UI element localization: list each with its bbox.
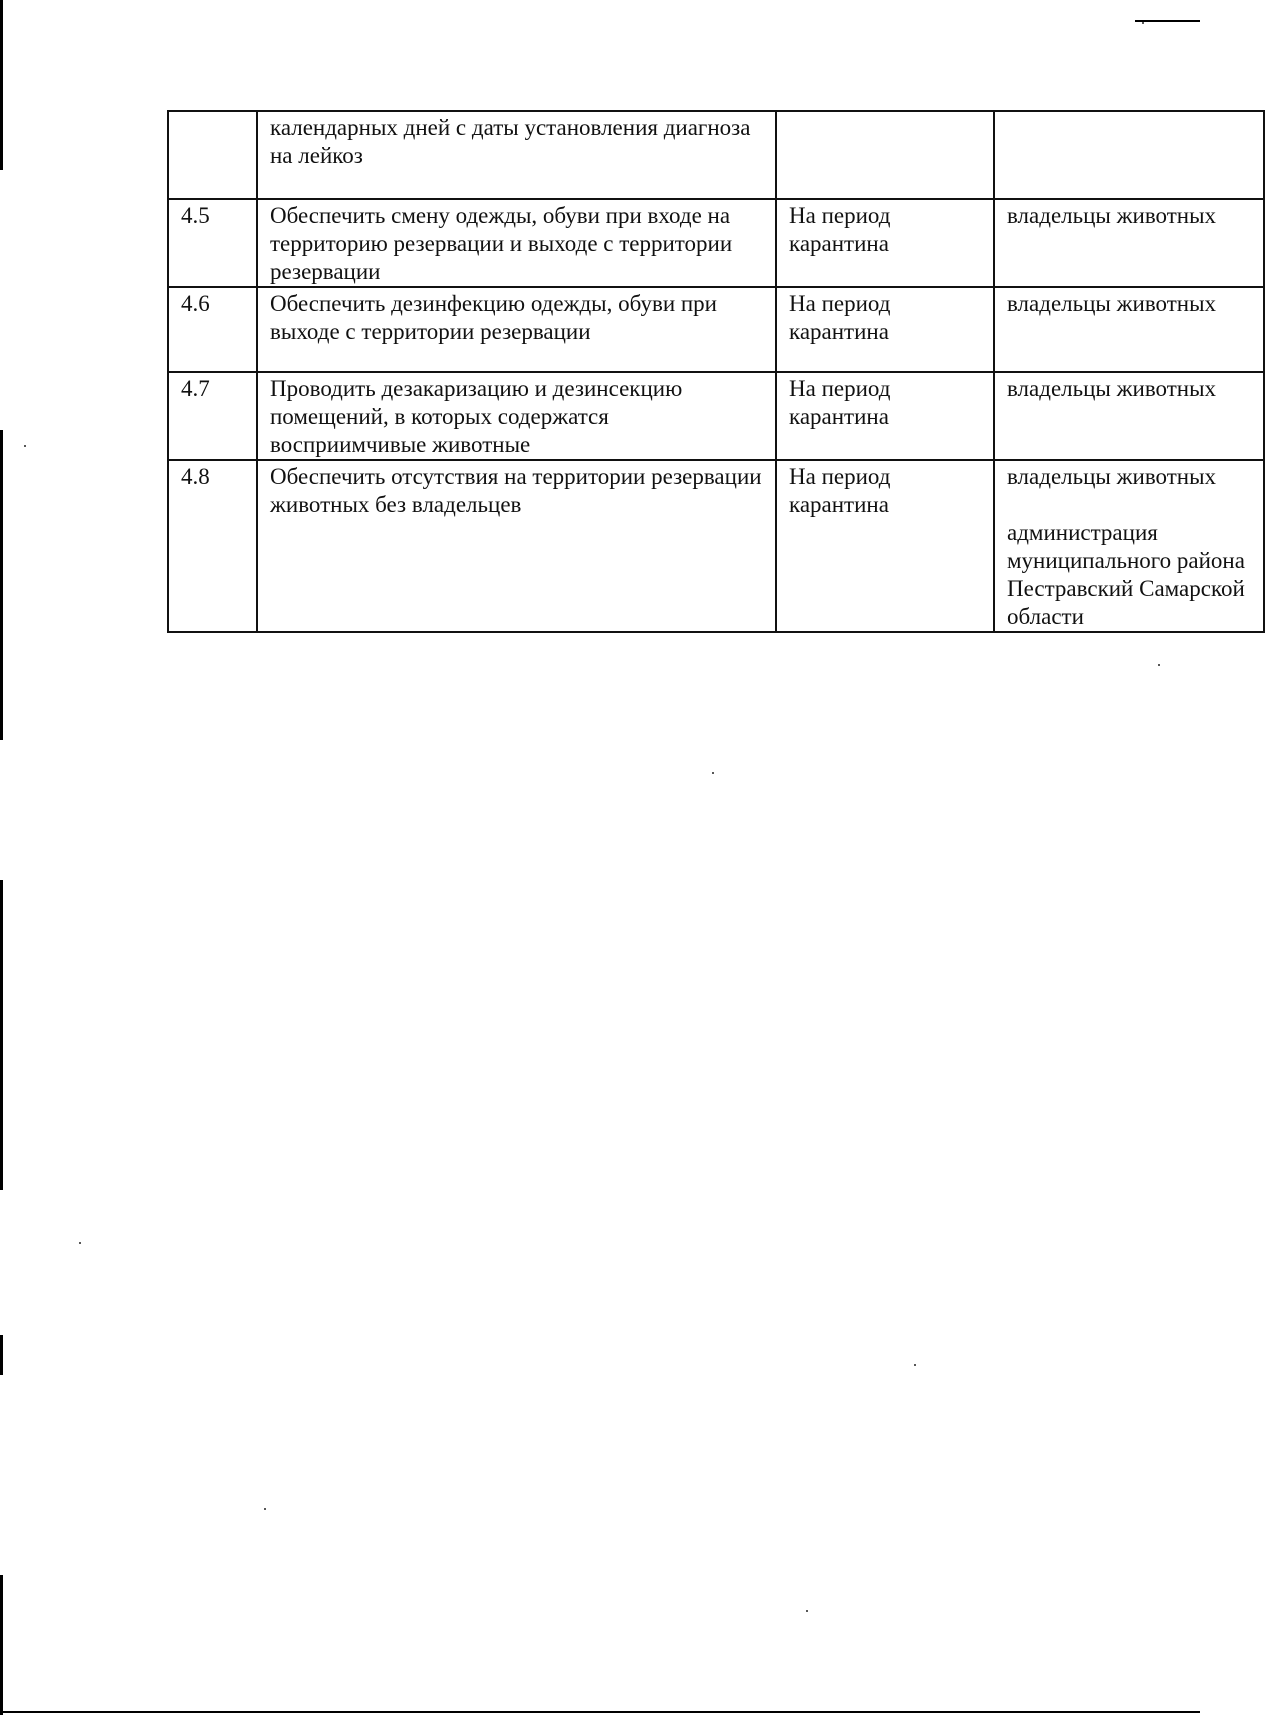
- row-action: Обеспечить дезинфекцию одежды, обуви при выходе с территории резервации: [257, 287, 776, 372]
- scan-speck: [1142, 22, 1144, 24]
- row-number: 4.8: [168, 460, 257, 632]
- scan-speck: [79, 1242, 81, 1244]
- scan-speck: [264, 1508, 266, 1510]
- row-responsible: владельцы животных: [994, 199, 1264, 287]
- row-action: Проводить дезакаризацию и дезинсекцию помещений, в которых содержатся восприимчивые животные: [257, 372, 776, 460]
- table-row: [168, 111, 1264, 199]
- row-period: На период карантина: [776, 372, 994, 460]
- scan-speck: [806, 1610, 808, 1612]
- table-row: [168, 460, 1264, 632]
- row-number: 4.6: [168, 287, 257, 372]
- row-period: [776, 111, 994, 199]
- scan-edge-mark: [0, 1575, 3, 1715]
- scan-edge-mark: [0, 430, 3, 740]
- responsible-primary: владельцы животных: [1007, 464, 1217, 489]
- row-responsible: [994, 111, 1264, 199]
- responsible-secondary: администрация муниципального района Пестравский Самарской области: [1007, 520, 1245, 629]
- scan-edge-mark: [0, 880, 3, 1190]
- row-action: Обеспечить отсутствия на территории резервации животных без владельцев: [257, 460, 776, 632]
- row-action: Обеспечить смену одежды, обуви при входе на территорию резервации и выходе с территории резервации: [257, 199, 776, 287]
- scan-speck: [1158, 664, 1160, 666]
- row-period: На период карантина: [776, 460, 994, 632]
- scan-edge-mark: [0, 1335, 3, 1375]
- scan-speck: [914, 1364, 916, 1366]
- responsible-gap: [1007, 491, 1255, 519]
- scan-speck: [712, 772, 714, 774]
- measures-table: [167, 110, 1265, 633]
- scan-bottom-edge: [0, 1711, 1200, 1713]
- row-responsible: [994, 460, 1264, 632]
- row-number: [168, 111, 257, 199]
- table-row: [168, 372, 1264, 460]
- row-action: календарных дней с даты установления диагноза на лейкоз: [257, 111, 776, 199]
- row-number: 4.7: [168, 372, 257, 460]
- row-responsible: владельцы животных: [994, 372, 1264, 460]
- scan-speck: [24, 445, 26, 447]
- table-row: [168, 287, 1264, 372]
- scan-edge-mark: [1135, 20, 1200, 22]
- scan-edge-mark: [0, 0, 3, 170]
- row-period: На период карантина: [776, 199, 994, 287]
- row-number: 4.5: [168, 199, 257, 287]
- row-responsible: владельцы животных: [994, 287, 1264, 372]
- table-row: [168, 199, 1264, 287]
- row-period: На период карантина: [776, 287, 994, 372]
